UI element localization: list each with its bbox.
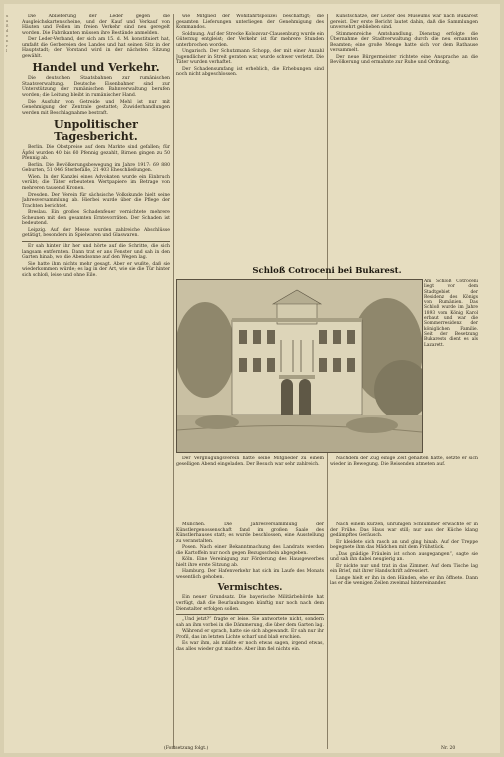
paragraph: Hamburg. Der Hafenverkehr hat sich im Laufe des Monats wesentlich gehoben. (176, 569, 324, 580)
section-heading-tagesbericht: Unpolitischer Tagesbericht. (54, 118, 138, 144)
paragraph: Lange hielt er ihn in den Händen, ehe er ihn öffnete. Dann las er die wenigen Zeilen zweimal hintereinander. (330, 575, 478, 587)
paragraph: Berlin. Die Bevölkerungsbewegung im Jahre 1917: 69 880 Geburten, 51 046 Sterbefälle, 21 403 Eheschließungen. (22, 162, 170, 174)
column-3-bottom (330, 522, 478, 749)
paragraph: Sie hatte ihm nichts mehr gesagt. Aber er wußte, daß sie wiederkommen würde; es lag in der Art, wie sie die Tür hinter sich schloß, leise und ohne Eile. (22, 261, 170, 278)
paragraph: Wien. In der Kanzlei eines Advokaten wurde ein Einbruch verübt; die Täter erbeuteten Wertpapiere im Betrage von mehreren tausend Kronen. (22, 174, 170, 192)
paragraph: Kunstschätze, der Leiter des Museums war nach Bukarest gereist. Der erste Bericht lautet dahin, daß die Sammlungen unversehrt geblieben sind. (330, 14, 478, 31)
paragraph: Nachdem der Zug einige Zeit gehalten hatte, setzte er sich wieder in Bewegung. Die Reisenden atmeten auf. (330, 456, 478, 467)
paragraph: Stimmenreiche Amtshandlung. Dienstag erfolgte die Übernahme der Stadtverwaltung durch die neu ernannten Beamten; eine große Menge hatte sich vor dem Rathause versammelt. (330, 31, 478, 54)
paragraph: Soldnung. Auf der Strecke Kolozsvar-Clausenburg wurde ein Güterzug entgleist; der Verkehr ist für mehrere Stunden unterbrochen worden. (176, 31, 324, 48)
section-heading-handel: Handel und Verkehr. (32, 61, 160, 75)
paragraph: Breslau. Ein großes Schadenfeuer vernichtete mehrere Scheunen mit den gesamten Erntevorräten. Der Schaden ist bedeutend. (22, 210, 170, 227)
photo-caption: Am Schloß Cotroceni liegt vor dem Stadtgebiet der Residenz des Königs von Rumänien. Das Schloß wurde im Jahre 1893 vom König Karol erbaut und war die Sommerresidenz der königlichen Familie. Seit der Besetzung Bukarests dient es als Lazarett. (424, 279, 478, 348)
newspaper-page (4, 4, 500, 753)
column-1 (22, 14, 170, 749)
divider (22, 241, 170, 242)
paragraph: Der Leder-Verband, der sich am 15. d. M. konstituiert hat, umfaßt die Gerbereien des Landes und hat seinen Sitz in der Hauptstadt; der Vorstand wird in der nächsten Sitzung gewählt. (22, 37, 170, 59)
paragraph: wie Mitglied der Wohlfahrtspolizei beschäftigt; die gesamten Lieferungen unterliegen der Genehmigung des Kommandos. (176, 14, 324, 31)
paragraph: Er kleidete sich rasch an und ging hinab. Auf der Treppe begegnete ihm das Mädchen mit dem Frühstück. (330, 539, 478, 551)
column-2-top (176, 14, 324, 269)
column-rule (173, 14, 174, 749)
left-margin-fragments: u a ß d e n r l (6, 14, 9, 53)
paragraph: Der Vergnügungsverein hatte seine Mitglieder zu einem geselligen Abend eingeladen. Der Besuch war sehr zahlreich. (176, 456, 324, 467)
paragraph: Die Ausfuhr von Getreide und Mehl ist nur mit Genehmigung der Zentrale gestattet; Zuwiderhandlungen werden mit Beschlagnahme bestraft. (22, 99, 170, 116)
palace-illustration (177, 280, 422, 452)
column-2-mid (176, 456, 324, 522)
paragraph: Die deutschen Staatsbahnen zur rumänischen Staatsverwaltung. Deutsche Eisenbahner sind zur Unterstützung der rumänischen Bahnverwaltung berufen worden; die Leitung bleibt in rumänischer Hand. (22, 76, 170, 99)
paragraph: Posen. Nach einer Bekanntmachung des Landrats werden die Kartoffeln nur noch gegen Bezugsschein abgegeben. (176, 545, 324, 556)
continuation-note: (Fortsetzung folgt.) (164, 746, 209, 751)
column-3-top (330, 14, 478, 269)
column-2-bottom (176, 522, 324, 749)
photo-title: Schloß Cotroceni bei Bukarest. (252, 266, 402, 276)
paragraph: Leipzig. Auf der Messe wurden zahlreiche Abschlüsse getätigt, besonders in Spielwaren und Glaswaren. (22, 227, 170, 239)
paragraph: Köln. Eine Vereinigung zur Förderung des Hausgewerbes hielt ihre erste Sitzung ab. (176, 557, 324, 568)
paragraph: „Und jetzt?“ fragte er leise. Sie antwortete nicht, sondern sah an ihm vorbei in die Dämmerung, die über dem Garten lag. (176, 617, 324, 628)
paragraph: Die Ablieferung der Leder gegen die Ausgleichskartenscheine, und der Kauf und Verkauf von Häuten und Fellen im freien Verkehr sind neu geregelt worden. Die Fabrikanten müssen ihre Bestände anmelden. (22, 14, 170, 36)
paragraph: Ungarisch. Der Schutzmann Schopp, der mit einer Anzahl Jugendlicher in Streit geraten war, wurde schwer verletzt. Die Täter wurden verhaftet. (176, 49, 324, 66)
section-heading-vermischtes: Vermischtes. (217, 583, 283, 594)
paragraph: Es war ihm, als müßte er noch etwas sagen, irgend etwas, das alles wieder gut machte. Aber ihm fiel nichts ein. (176, 641, 324, 652)
page-number: Nr. 20 (441, 746, 456, 751)
paragraph: München. Die Jahresversammlung der Künstlergenossenschaft fand im großen Saale des Künstlerhauses statt; es wurde beschlossen, eine Ausstellung zu veranstalten. (176, 522, 324, 544)
paragraph: Berlin. Die Obstpreise auf dem Markte sind gefallen; für Äpfel wurden 40 bis 60 Pfennig gezahlt, Birnen gingen zu 50 Pfennig ab. (22, 145, 170, 162)
paragraph: Er sah hinter ihr her und hörte auf die Schritte, die sich langsam entfernten. Dann trat er ans Fenster und sah in den Garten hinab, wo die Abendsonne auf den Wegen lag. (22, 243, 170, 261)
paragraph: Ein neuer Grundsatz. Die bayerische Militärbehörde hat verfügt, daß die Beurlaubungen künftig nur noch nach dem Dienstalter erfolgen sollen. (176, 595, 324, 612)
paragraph: Während er sprach, hatte sie sich abgewandt. Er sah nur ihr Profil, das im letzten Lichte scharf und blaß erschien. (176, 629, 324, 640)
paragraph: Er nickte nur und trat in das Zimmer. Auf dem Tische lag ein Brief, mit ihrer Handschrift adressiert. (330, 563, 478, 575)
paragraph: „Das gnädige Fräulein ist schon ausgegangen“, sagte sie und sah ihn dabei neugierig an. (330, 551, 478, 563)
paragraph: Der neue Bürgermeister richtete eine Ansprache an die Bevölkerung und ermahnte zur Ruhe und Ordnung. (330, 54, 478, 66)
paragraph: Der Schadensumfang ist erheblich, die Erhebungen sind noch nicht abgeschlossen. (176, 66, 324, 78)
palace-photo (176, 279, 423, 453)
paragraph: Nach einem kurzen, unruhigen Schlummer erwachte er in der Frühe. Das Haus war still; nur aus der Küche klang gedämpftes Geräusch. (330, 522, 478, 539)
column-3-mid (330, 456, 478, 522)
divider (176, 614, 324, 615)
paragraph: Dresden. Der Verein für sächsische Volkskunde hielt seine Jahresversammlung ab. Hierbei wurde über die Pflege der Trachten berichtet. (22, 192, 170, 209)
